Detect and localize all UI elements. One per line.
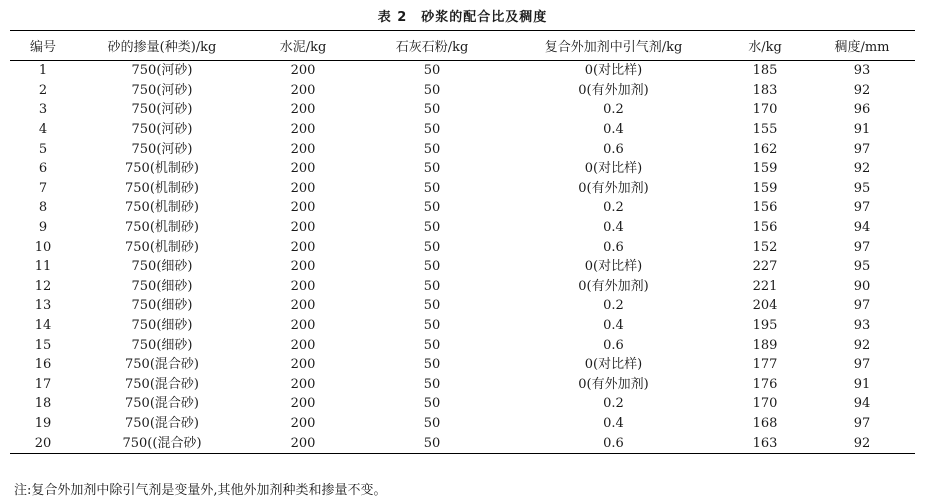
cell-id: 18 [34, 396, 52, 412]
cell-consistency: 97 [853, 239, 871, 255]
cell-sand: 750(细砂) [131, 318, 193, 334]
header-air-entraining-agent: 复合外加剂中引气剂/kg [506, 31, 721, 61]
table-row [10, 61, 915, 81]
cell-air-entraining-agent: 0.2 [603, 200, 624, 216]
cell-air-entraining-agent: 0.6 [603, 141, 624, 157]
cell-consistency: 97 [853, 415, 871, 431]
cell-cement: 200 [290, 161, 316, 177]
cell-cement: 200 [290, 82, 316, 98]
cell-sand: 750(混合砂) [125, 396, 199, 412]
cell-limestone-powder: 50 [423, 278, 441, 294]
cell-cement: 200 [290, 357, 316, 373]
cell-water: 177 [752, 357, 778, 373]
cell-water: 163 [721, 433, 809, 453]
table-row [10, 277, 915, 297]
cell-limestone-powder: 50 [423, 161, 441, 177]
cell-limestone-powder: 50 [423, 180, 441, 196]
table-row [10, 375, 915, 395]
cell-limestone-powder: 50 [423, 318, 441, 334]
cell-consistency: 97 [853, 200, 871, 216]
header-consistency: 稠度/mm [809, 31, 915, 61]
cell-water: 204 [752, 298, 778, 314]
cell-air-entraining-agent: 0(有外加剂) [578, 180, 649, 196]
cell-id: 14 [34, 318, 52, 334]
cell-sand: 750(河砂) [131, 63, 193, 79]
table-row [10, 257, 915, 277]
cell-cement: 200 [290, 180, 316, 196]
cell-cement: 200 [290, 63, 316, 79]
cell-sand: 750(细砂) [131, 259, 193, 275]
cell-id: 19 [34, 415, 52, 431]
cell-water: 155 [752, 122, 778, 138]
cell-sand: 750(细砂) [131, 278, 193, 294]
cell-id: 8 [38, 200, 48, 216]
cell-id: 20 [10, 433, 76, 453]
cell-consistency: 92 [853, 82, 871, 98]
cell-limestone-powder: 50 [423, 396, 441, 412]
cell-sand: 750(混合砂) [125, 357, 199, 373]
cell-air-entraining-agent: 0(对比样) [584, 259, 643, 275]
cell-sand: 750(机制砂) [125, 161, 199, 177]
cell-air-entraining-agent: 0.2 [603, 298, 624, 314]
cell-consistency: 91 [853, 122, 871, 138]
cell-limestone-powder: 50 [423, 102, 441, 118]
cell-air-entraining-agent: 0.4 [603, 220, 624, 236]
cell-cement: 200 [290, 200, 316, 216]
cell-cement: 200 [290, 239, 316, 255]
cell-cement: 200 [290, 122, 316, 138]
table-caption: 表 2 砂浆的配合比及稠度 [377, 10, 548, 25]
table-row [10, 139, 915, 159]
cell-air-entraining-agent: 0.6 [506, 433, 721, 453]
cell-air-entraining-agent: 0(有外加剂) [578, 278, 649, 294]
cell-cement: 200 [290, 415, 316, 431]
cell-consistency: 97 [853, 141, 871, 157]
cell-id: 1 [38, 63, 48, 79]
cell-sand: 750(河砂) [131, 82, 193, 98]
cell-consistency: 94 [853, 220, 871, 236]
cell-water: 156 [752, 200, 778, 216]
cell-sand: 750(混合砂) [125, 415, 199, 431]
cell-cement: 200 [290, 298, 316, 314]
cell-cement: 200 [290, 396, 316, 412]
cell-limestone-powder: 50 [423, 63, 441, 79]
header-cement: 水泥/kg [248, 31, 358, 61]
cell-id: 10 [34, 239, 52, 255]
cell-cement: 200 [290, 278, 316, 294]
cell-limestone-powder: 50 [423, 298, 441, 314]
cell-air-entraining-agent: 0.4 [603, 122, 624, 138]
cell-water: 152 [752, 239, 778, 255]
cell-id: 11 [34, 259, 52, 275]
cell-cement: 200 [290, 376, 316, 392]
cell-sand: 750(河砂) [131, 102, 193, 118]
cell-cement: 200 [290, 337, 316, 353]
cell-sand: 750(机制砂) [125, 239, 199, 255]
header-id: 编号 [10, 31, 76, 61]
cell-limestone-powder: 50 [423, 200, 441, 216]
cell-id: 17 [34, 376, 52, 392]
cell-sand: 750(河砂) [131, 122, 193, 138]
table-row [10, 81, 915, 101]
cell-consistency: 90 [853, 278, 871, 294]
table-row [10, 237, 915, 257]
cell-water: 168 [752, 415, 778, 431]
header-sand: 砂的掺量(种类)/kg [76, 31, 248, 61]
cell-id: 15 [34, 337, 52, 353]
cell-water: 189 [752, 337, 778, 353]
cell-sand: 750(机制砂) [125, 180, 199, 196]
cell-air-entraining-agent: 0.6 [603, 239, 624, 255]
table-row [10, 179, 915, 199]
cell-cement: 200 [290, 102, 316, 118]
cell-id: 4 [38, 122, 48, 138]
cell-water: 183 [752, 82, 778, 98]
cell-limestone-powder: 50 [423, 122, 441, 138]
table-row [10, 198, 915, 218]
cell-sand: 750(细砂) [131, 298, 193, 314]
cell-sand: 750(混合砂) [125, 376, 199, 392]
cell-air-entraining-agent: 0(对比样) [584, 357, 643, 373]
cell-consistency: 92 [853, 161, 871, 177]
cell-air-entraining-agent: 0.4 [603, 318, 624, 334]
cell-limestone-powder: 50 [423, 337, 441, 353]
cell-sand: 750((混合砂) [76, 433, 248, 453]
table-header-row [10, 31, 915, 61]
cell-consistency: 96 [853, 102, 871, 118]
cell-id: 16 [34, 357, 52, 373]
cell-water: 170 [752, 396, 778, 412]
cell-consistency: 97 [853, 298, 871, 314]
cell-consistency: 97 [853, 357, 871, 373]
cell-consistency: 92 [853, 337, 871, 353]
cell-air-entraining-agent: 0(有外加剂) [578, 82, 649, 98]
cell-air-entraining-agent: 0.4 [603, 415, 624, 431]
cell-id: 3 [38, 102, 48, 118]
table-row [10, 433, 915, 453]
cell-air-entraining-agent: 0(有外加剂) [578, 376, 649, 392]
cell-limestone-powder: 50 [423, 82, 441, 98]
cell-limestone-powder: 50 [423, 220, 441, 236]
cell-id: 12 [34, 278, 52, 294]
cell-air-entraining-agent: 0(对比样) [584, 161, 643, 177]
table-row [10, 414, 915, 434]
cell-air-entraining-agent: 0.2 [603, 102, 624, 118]
cell-water: 221 [752, 278, 778, 294]
table-row [10, 218, 915, 238]
table-row [10, 316, 915, 336]
cell-limestone-powder: 50 [423, 415, 441, 431]
cell-water: 159 [752, 161, 778, 177]
table-row [10, 100, 915, 120]
cell-air-entraining-agent: 0.6 [603, 337, 624, 353]
cell-limestone-powder: 50 [423, 376, 441, 392]
cell-sand: 750(细砂) [131, 337, 193, 353]
cell-cement: 200 [290, 318, 316, 334]
cell-limestone-powder: 50 [423, 239, 441, 255]
cell-water: 162 [752, 141, 778, 157]
cell-water: 156 [752, 220, 778, 236]
table-note: 注:复合外加剂中除引气剂是变量外,其他外加剂种类和掺量不变。 [14, 483, 387, 498]
table-body [10, 61, 915, 454]
cell-id: 6 [38, 161, 48, 177]
cell-consistency: 93 [853, 63, 871, 79]
cell-consistency: 94 [853, 396, 871, 412]
cell-cement: 200 [248, 433, 358, 453]
cell-water: 185 [752, 63, 778, 79]
cell-cement: 200 [290, 259, 316, 275]
cell-consistency: 92 [809, 433, 915, 453]
cell-consistency: 95 [853, 180, 871, 196]
cell-water: 227 [752, 259, 778, 275]
mix-proportion-table [10, 30, 915, 454]
cell-consistency: 95 [853, 259, 871, 275]
cell-limestone-powder: 50 [358, 433, 506, 453]
cell-water: 195 [752, 318, 778, 334]
cell-id: 9 [38, 220, 48, 236]
cell-cement: 200 [290, 220, 316, 236]
cell-air-entraining-agent: 0(对比样) [584, 63, 643, 79]
cell-id: 5 [38, 141, 48, 157]
cell-air-entraining-agent: 0.2 [603, 396, 624, 412]
header-water: 水/kg [721, 31, 809, 61]
cell-cement: 200 [290, 141, 316, 157]
table-row [10, 355, 915, 375]
cell-water: 159 [752, 180, 778, 196]
cell-id: 7 [38, 180, 48, 196]
table-row [10, 296, 915, 316]
cell-id: 2 [38, 82, 48, 98]
cell-sand: 750(河砂) [131, 141, 193, 157]
cell-limestone-powder: 50 [423, 141, 441, 157]
table-row [10, 159, 915, 179]
cell-water: 170 [752, 102, 778, 118]
table-row [10, 120, 915, 140]
cell-sand: 750(机制砂) [125, 220, 199, 236]
table-row [10, 394, 915, 414]
cell-sand: 750(机制砂) [125, 200, 199, 216]
cell-consistency: 93 [853, 318, 871, 334]
header-limestone-powder: 石灰石粉/kg [358, 31, 506, 61]
table-row [10, 335, 915, 355]
cell-consistency: 91 [853, 376, 871, 392]
cell-id: 13 [34, 298, 52, 314]
cell-limestone-powder: 50 [423, 259, 441, 275]
cell-water: 176 [752, 376, 778, 392]
cell-limestone-powder: 50 [423, 357, 441, 373]
